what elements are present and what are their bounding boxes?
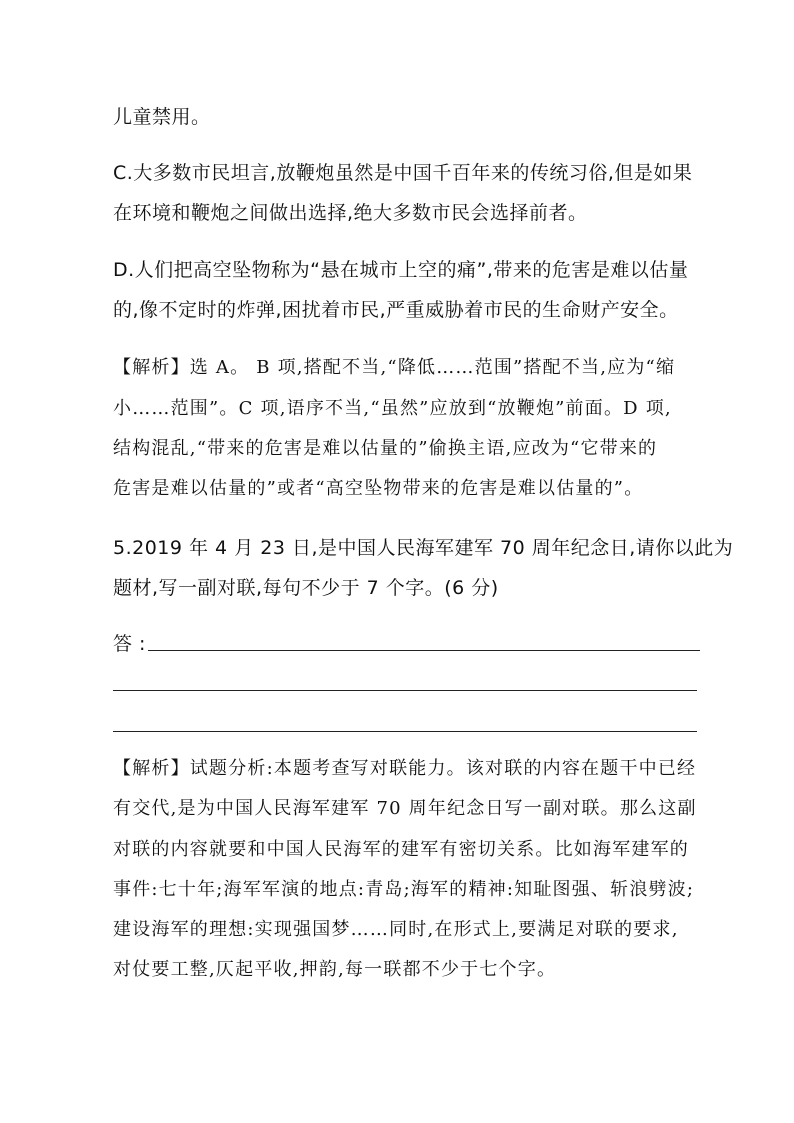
option-b-tail-text: 儿童禁用。 xyxy=(113,106,211,128)
answer-label: 答 : xyxy=(113,633,146,655)
option-c-line-2: 在环境和鞭炮之间做出选择,绝大多数市民会选择前者。 xyxy=(113,202,588,224)
analysis-4-line-1: 【解析】选 A。 B 项,搭配不当,“降低……范围”搭配不当,应为“缩 xyxy=(113,357,676,378)
analysis-5-line-3: 对联的内容就要和中国人民海军的建军有密切关系。比如海军建军的 xyxy=(113,839,689,860)
analysis-5-line-1: 【解析】试题分析:本题考查写对联能力。该对联的内容在题干中已经 xyxy=(113,758,697,779)
question-5-line-1: 5.2019 年 4 月 23 日,是中国人民海军建军 70 周年纪念日,请你以此为 xyxy=(113,537,734,559)
analysis-5-line-5: 建设海军的理想:实现强国梦……同时,在形式上,要满足对联的要求, xyxy=(113,919,679,940)
option-d-line-2: 的,像不定时的炸弹,困扰着市民,严重威胁着市民的生命财产安全。 xyxy=(113,299,679,321)
answer-blank-line-1[interactable] xyxy=(148,650,700,651)
analysis-4-line-3: 结构混乱,“带来的危害是难以估量的”偷换主语,应改为“它带来的 xyxy=(113,438,658,459)
option-d-line-1: D.人们把高空坠物称为“悬在城市上空的痛”,带来的危害是难以估量 xyxy=(113,259,689,281)
analysis-4-line-4: 危害是难以估量的”或者“高空坠物带来的危害是难以估量的”。 xyxy=(113,478,644,499)
option-c-line-1: C.大多数市民坦言,放鞭炮虽然是中国千百年来的传统习俗,但是如果 xyxy=(113,162,693,184)
answer-blank-line-3[interactable] xyxy=(113,731,697,732)
answer-blank-line-2[interactable] xyxy=(113,690,697,691)
analysis-5-line-4: 事件:七十年;海军军演的地点:青岛;海军的精神:知耻图强、斩浪劈波; xyxy=(113,879,695,900)
question-5-line-2: 题材,写一副对联,每句不少于 7 个字。(6 分) xyxy=(113,577,499,599)
analysis-5-line-2: 有交代,是为中国人民海军建军 70 周年纪念日写一副对联。那么这副 xyxy=(113,798,697,819)
analysis-4-line-2: 小……范围”。C 项,语序不当,“虽然”应放到“放鞭炮”前面。D 项, xyxy=(113,398,672,419)
analysis-5-line-6: 对仗要工整,仄起平收,押韵,每一联都不少于七个字。 xyxy=(113,959,557,980)
